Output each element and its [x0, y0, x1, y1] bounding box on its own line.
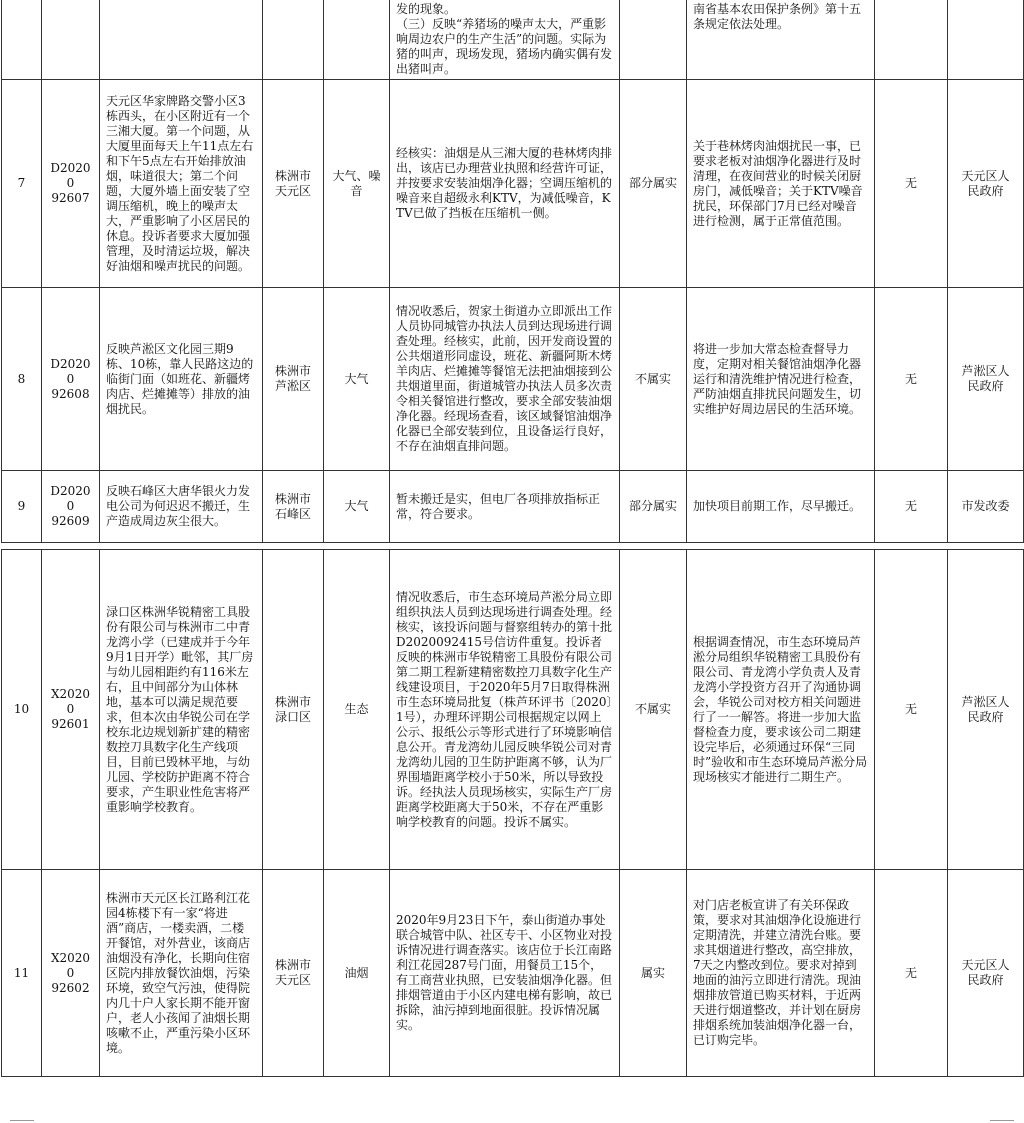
- row-number-cell: 8: [2, 288, 42, 471]
- page-break-line: [1, 542, 1023, 543]
- case-code-cell: X20200 92601: [42, 550, 100, 870]
- page-footer-mark: [10, 1120, 34, 1121]
- district-cell: 株洲市 天元区: [263, 80, 324, 288]
- district-cell: 株洲市 天元区: [263, 870, 324, 1077]
- accountability-cell: 无: [875, 80, 948, 288]
- verdict-cell: 部分属实: [620, 80, 687, 288]
- verdict-cell: 属实: [620, 870, 687, 1077]
- finding-cell: 经核实：油烟是从三湘大厦的巷林烤肉排出，该店已办理营业执照和经营许可证，并按要求安装油烟净化器；空调压缩机的噪音来自超级永利KTV，为减低噪音，KTV已做了挡板在压缩机一侧。: [390, 80, 620, 288]
- complaint-cell: 反映芦淞区文化园三期9栋、10栋，靠人民路这边的临街门面（如班花、新疆烤肉店、烂摊摊等）排放的油烟扰民。: [100, 288, 263, 471]
- verdict-cell: 不属实: [620, 550, 687, 870]
- district-cell: 株洲市 芦淞区: [263, 288, 324, 471]
- petition-table-bottom: [1, 549, 1024, 1077]
- pollution-type-cell: 大气: [324, 471, 390, 543]
- table-row-continued: [2, 0, 1024, 80]
- case-code-cell: X20200 92602: [42, 870, 100, 1077]
- owner-cell: 市发改委: [948, 471, 1024, 543]
- finding-cell: 情况收悉后，贺家土街道办立即派出工作人员协同城管办执法人员到达现场进行调查处理。经核实，此前，因开发商设置的公共烟道形同虚设，班花、新疆阿斯木烤羊肉店、烂摊摊等餐馆无法把油烟接到公共烟道里面，街道城管办执法人员多次责令相关餐馆进行整改，要求全部安装油烟净化器。经现场查看，该区域餐馆油烟净化器已全部安装到位，且设备运行良好，不存在油烟直排问题。: [390, 288, 620, 471]
- finding-cell: 情况收悉后，市生态环境局芦淞分局立即组织执法人员到达现场进行调查处理。经核实，该投诉问题与督察组转办的第十批D2020092415号信访件重复。投诉者反映的株洲市华锐精密工具股份有限公司第二期工程新建精密数控刀具数字化生产线建设项目，于2020年5月7日取得株洲市生态环境局批复（株芦环评书〔2020〕1号），办理环评期公司根据规定以网上公示、报纸公示等形式进行了环境影响信息公开。青龙湾幼儿园反映华锐公司对青龙湾幼儿园的卫生防护距离不够，认为厂界围墙距离学校小于50米，所以导致投诉。经执法人员现场核实，实际生产厂房距离学校距离大于50米，不存在严重影响学校教育的问题。投诉不属实。: [390, 550, 620, 870]
- finding-cell: 发的现象。 （三）反映“养猪场的噪声太大，严重影响周边农户的生产生活”的问题。实际为猪的叫声，现场发现，猪场内确实偶有发出猪叫声。: [390, 0, 620, 80]
- complaint-cell: 反映石峰区大唐华银火力发电公司为何迟迟不搬迁，生产造成周边灰尘很大。: [100, 471, 263, 543]
- row-number-cell: 7: [2, 80, 42, 288]
- accountability-cell: 无: [875, 870, 948, 1077]
- verdict-cell: 不属实: [620, 288, 687, 471]
- finding-cell: 暂未搬迁是实，但电厂各项排放指标正常，符合要求。: [390, 471, 620, 543]
- finding-cell: 2020年9月23日下午，泰山街道办事处联合城管中队、社区专干、小区物业对投诉情况进行调查落实。该店位于长江南路利江花园287号门面，用餐员工15个，有工商营业执照，已安装油烟净化器。但排烟管道由于小区内建电梯有影响，故已拆除，油污掉到地面很脏。投诉情况属实。: [390, 870, 620, 1077]
- case-code-cell: D20200 92607: [42, 80, 100, 288]
- case-code-cell: D20200 92609: [42, 471, 100, 543]
- owner-cell: 天元区人 民政府: [948, 80, 1024, 288]
- complaint-cell: 渌口区株洲华锐精密工具股份有限公司与株洲市二中青龙湾小学（已建成并于今年9月1日开学）毗邻，其厂房与幼儿园相距约有116米左右，且中间部分为山体林地，基本可以满足规范要求，但本次由华锐公司在学校东北边规划新扩建的精密数控刀具数字化生产线项目，目前已毁林平地，与幼儿园、学校防护距离不符合要求，产生职业性危害将严重影响学校教育。: [100, 550, 263, 870]
- page-footer-mark: [990, 1120, 1014, 1121]
- table-row: [2, 870, 1024, 1077]
- complaint-cell: 天元区华家牌路交警小区3栋西头，在小区附近有一个三湘大厦。第一个问题，从大厦里面每天上午11点左右和下午5点左右开始排放油烟，味道很大；第二个问题，大厦外墙上面安装了空调压缩机，晚上的噪声太大，严重影响了小区居民的休息。投诉者要求大厦加强管理，及时清运垃圾，解决好油烟和噪声扰民的问题。: [100, 80, 263, 288]
- row-number-cell: 11: [2, 870, 42, 1077]
- table-row: [2, 288, 1024, 471]
- accountability-cell: 无: [875, 550, 948, 870]
- district-cell: 株洲市 石峰区: [263, 471, 324, 543]
- table-row: [2, 550, 1024, 870]
- district-cell: 株洲市 渌口区: [263, 550, 324, 870]
- table-row: [2, 80, 1024, 288]
- measure-cell: 对门店老板宣讲了有关环保政策，要求对其油烟净化设施进行定期清洗，并建立清洗台账。要求其烟道进行整改，高空排放，7天之内整改到位。要求对掉到地面的油污立即进行清洗。现油烟排放管道已购买材料，于近两天进行烟道整改，并计划在厨房排烟系统加装油烟净化器一台，已订购完毕。: [687, 870, 875, 1077]
- accountability-cell: 无: [875, 288, 948, 471]
- measure-cell: 关于巷林烤肉油烟扰民一事，已要求老板对油烟净化器进行及时清理，在夜间营业的时候关闭厨房门，减低噪音；关于KTV噪音扰民，环保部门7月已经对噪音进行检测，属于正常值范围。: [687, 80, 875, 288]
- accountability-cell: 无: [875, 471, 948, 543]
- owner-cell: 芦淞区人 民政府: [948, 288, 1024, 471]
- verdict-cell: 部分属实: [620, 471, 687, 543]
- pollution-type-cell: 大气: [324, 288, 390, 471]
- owner-cell: 芦淞区人 民政府: [948, 550, 1024, 870]
- measure-cell: 南省基本农田保护条例》第十五条规定依法处理。: [687, 0, 875, 80]
- case-code-cell: D20200 92608: [42, 288, 100, 471]
- row-number-cell: 9: [2, 471, 42, 543]
- pollution-type-cell: 大气、噪音: [324, 80, 390, 288]
- pollution-type-cell: 油烟: [324, 870, 390, 1077]
- pollution-type-cell: 生态: [324, 550, 390, 870]
- measure-cell: 根据调查情况，市生态环境局芦淞分局组织华锐精密工具股份有限公司、青龙湾小学负责人及青龙湾小学投资方召开了沟通协调会，华锐公司对校方相关问题进行了一一解答。将进一步加大监督检查力度，要求该公司二期建设完毕后，必须通过环保“三同时”验收和市生态环境局芦淞分局现场核实才能进行二期生产。: [687, 550, 875, 870]
- row-number-cell: 10: [2, 550, 42, 870]
- measure-cell: 将进一步加大常态检查督导力度，定期对相关餐馆油烟净化器运行和清洗维护情况进行检查，严防油烟直排扰民问题发生，切实维护好周边居民的生活环境。: [687, 288, 875, 471]
- petition-table-top: [1, 0, 1024, 543]
- owner-cell: 天元区人 民政府: [948, 870, 1024, 1077]
- measure-cell: 加快项目前期工作，尽早搬迁。: [687, 471, 875, 543]
- complaint-cell: 株洲市天元区长江路利江花园4栋楼下有一家“将进酒”商店，一楼卖酒，二楼开餐馆，对外营业，该商店油烟没有净化，长期向住宿区院内排放餐饮油烟，污染环境，致空气污浊，使得院内几十户人家长期不能开窗户，老人小孩闻了油烟长期咳嗽不止，严重污染小区环境。: [100, 870, 263, 1077]
- table-row: [2, 471, 1024, 543]
